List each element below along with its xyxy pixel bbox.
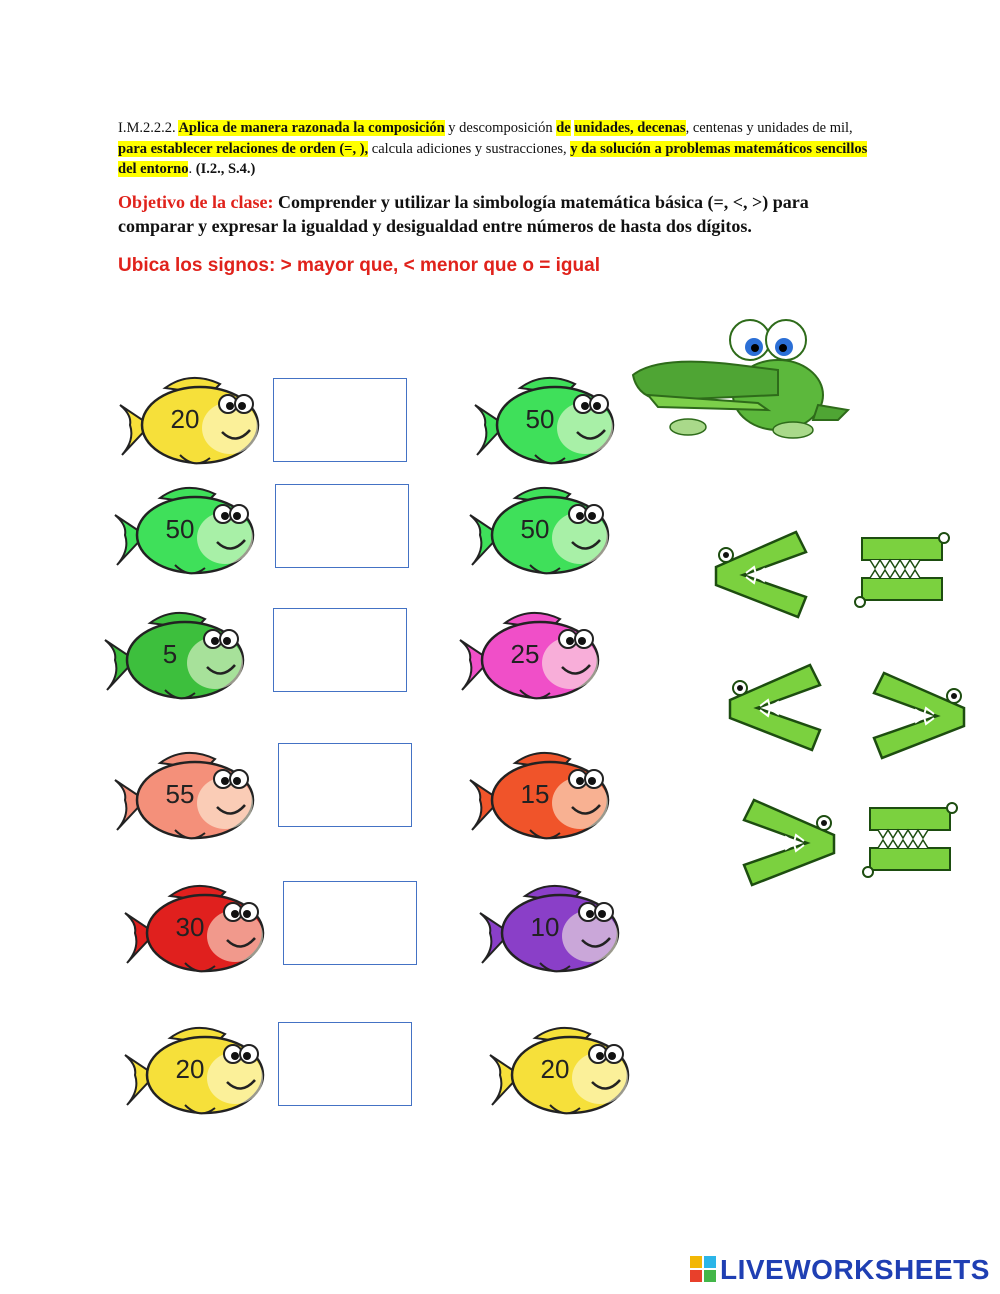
fish-left-4 [105,745,265,845]
objective [118,190,888,238]
answer-box-3[interactable] [273,608,407,692]
standard-text [118,118,878,180]
svg-text:20: 20 [170,404,200,434]
less-than-sign-icon[interactable] [708,527,818,622]
svg-text:25: 25 [510,639,540,669]
svg-text:50: 50 [525,404,555,434]
fish-left-2 [105,480,265,580]
fish-right-4 [460,745,620,845]
answer-box-1[interactable] [273,378,407,462]
svg-text:30: 30 [175,912,205,942]
fish-right-1 [465,370,625,470]
objective-text: Comprender y utilizar la simbología matemática básica (=, <, >) para comparar y expresar la igualdad y desigualdad entre números de hasta dos dígitos. [118,192,809,236]
svg-text:5: 5 [162,639,178,669]
less-than-sign-icon[interactable] [722,660,832,755]
fish-right-3 [450,605,610,705]
highlight-3: unidades, decenas [574,120,686,136]
highlight-1: Aplica de manera razonada la composición [178,120,445,136]
greater-than-sign-icon[interactable] [862,668,972,763]
fish-left-5 [115,878,275,978]
svg-text:15: 15 [520,779,550,809]
equal-sign-icon[interactable] [852,530,962,625]
standard-part: calcula adiciones y sustracciones, [368,140,571,157]
svg-text:55: 55 [165,779,195,809]
highlight-5: y da solución a problemas matemáticos sencillos del entorno [118,140,868,177]
fish-right-5 [470,878,630,978]
standard-ref: (I.2., S.4.) [195,161,256,177]
fish-right-2 [460,480,620,580]
liveworksheets-logo [690,1254,990,1286]
objective-label: Objetivo de la clase: [118,192,274,212]
highlight-4: para establecer relaciones de orden (=, ), [118,140,369,157]
svg-text:20: 20 [540,1054,570,1084]
svg-text:20: 20 [175,1054,205,1084]
standard-part: y descomposición [444,120,557,136]
greater-than-sign-icon[interactable] [732,795,842,890]
answer-box-2[interactable] [275,484,409,568]
equal-sign-icon[interactable] [860,800,970,895]
answer-box-5[interactable] [283,881,417,965]
highlight-2: de [556,120,571,136]
instruction: Ubica los signos: > mayor que, < menor que o = igual [118,255,600,276]
standard-part: , centenas y unidades de mil, [685,120,853,136]
fish-right-6 [480,1020,640,1120]
svg-text:50: 50 [165,514,195,544]
fish-left-1 [110,370,270,470]
logo-text: LIVEWORKSHEETS [720,1254,990,1285]
crocodile-icon [628,315,858,440]
fish-left-3 [95,605,255,705]
svg-text:10: 10 [530,912,560,942]
standard-code: I.M.2.2.2. [118,120,176,136]
svg-text:50: 50 [520,514,550,544]
answer-box-6[interactable] [278,1022,412,1106]
standard-part: . [188,161,196,177]
live-icon [690,1256,716,1282]
answer-box-4[interactable] [278,743,412,827]
fish-left-6 [115,1020,275,1120]
